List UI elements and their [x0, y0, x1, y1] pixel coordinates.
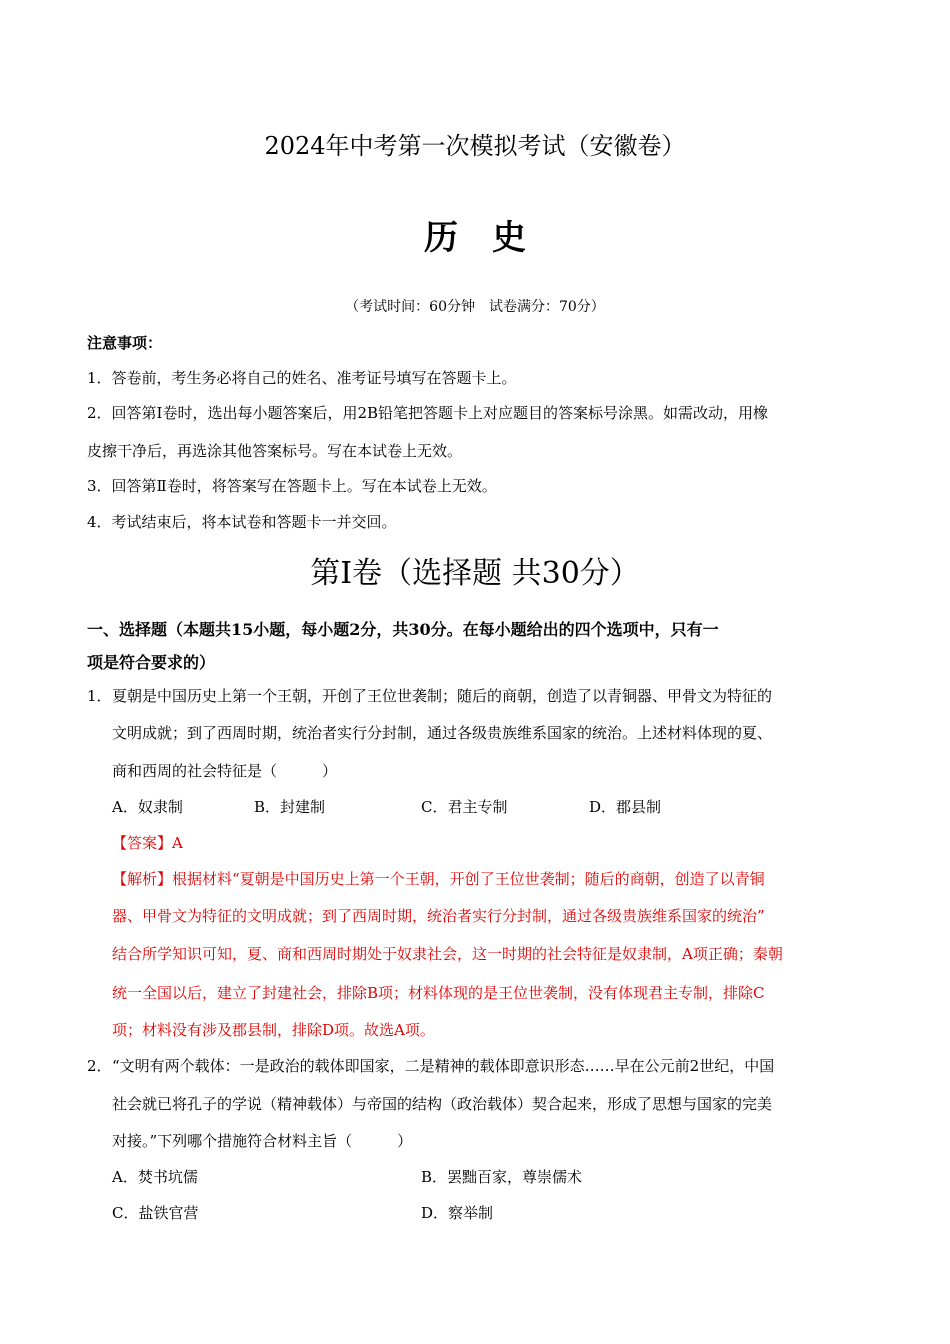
option-b: B．罢黜百家，尊崇儒术 — [421, 1168, 583, 1186]
option-d: D．察举制 — [421, 1204, 494, 1222]
exam-info: （考试时间：60分钟 试卷满分：70分） — [345, 299, 605, 315]
notice-item: 3．回答第Ⅱ卷时，将答案写在答题卡上。写在本试卷上无效。 — [87, 477, 497, 495]
exam-title: 2024年中考第一次模拟考试（安徽卷） — [264, 132, 686, 160]
section-title: 第Ⅰ卷（选择题 共30分） — [310, 556, 640, 591]
subject-title: 历史 — [424, 218, 560, 258]
question-stem: 对接。”下列哪个措施符合材料主旨（ ） — [112, 1132, 413, 1150]
question-stem: 文明成就；到了西周时期，统治者实行分封制，通过各级贵族维系国家的统治。上述材料体现的夏、 — [112, 724, 773, 742]
notice-item: 4．考试结束后，将本试卷和答题卡一并交回。 — [87, 513, 397, 531]
option-a: A．焚书坑儒 — [112, 1168, 198, 1186]
analysis-line: 器、甲骨文为特征的文明成就；到了西周时期，统治者实行分封制，通过各级贵族维系国家的统治” — [112, 907, 765, 925]
analysis-line: 统一全国以后，建立了封建社会，排除B项；材料体现的是王位世袭制，没有体现君主专制，排除C — [112, 984, 765, 1002]
question-number: 1． — [87, 687, 112, 705]
analysis-line: 项；材料没有涉及郡县制，排除D项。故选A项。 — [112, 1021, 435, 1039]
option-a: A．奴隶制 — [112, 798, 183, 816]
option-c: C．君主专制 — [421, 798, 508, 816]
analysis-line: 结合所学知识可知，夏、商和西周时期处于奴隶社会，这一时期的社会特征是奴隶制，A项正确；秦朝 — [112, 945, 783, 963]
question-stem: 商和西周的社会特征是（ ） — [112, 762, 338, 780]
question-stem: “文明有两个载体：一是政治的载体即国家，二是精神的载体即意识形态……早在公元前2世纪，中国 — [112, 1057, 775, 1075]
notice-title: 注意事项： — [87, 334, 163, 352]
option-b: B．封建制 — [254, 798, 326, 816]
analysis-line: 【解析】根据材料“夏朝是中国历史上第一个王朝，开创了王位世袭制；随后的商朝，创造了以青铜 — [112, 870, 765, 888]
question-stem: 社会就已将孔子的学说（精神载体）与帝国的结构（政治载体）契合起来，形成了思想与国家的完美 — [112, 1095, 773, 1113]
answer-text: 【答案】A — [112, 834, 183, 852]
section-heading: 项是符合要求的） — [87, 653, 216, 672]
option-d: D．郡县制 — [589, 798, 662, 816]
question-stem: 夏朝是中国历史上第一个王朝，开创了王位世袭制；随后的商朝，创造了以青铜器、甲骨文为特征的 — [112, 687, 773, 705]
notice-item: 2．回答第Ⅰ卷时，选出每小题答案后，用2B铅笔把答题卡上对应题目的答案标号涂黑。如需改动，用橡 — [87, 404, 769, 422]
notice-item: 1．答卷前，考生务必将自己的姓名、准考证号填写在答题卡上。 — [87, 369, 517, 387]
section-heading: 一、选择题（本题共15小题，每小题2分，共30分。在每小题给出的四个选项中，只有一 — [87, 620, 719, 639]
option-c: C．盐铁官营 — [112, 1204, 199, 1222]
question-number: 2． — [87, 1057, 112, 1075]
notice-item: 皮擦干净后，再选涂其他答案标号。写在本试卷上无效。 — [87, 442, 463, 460]
